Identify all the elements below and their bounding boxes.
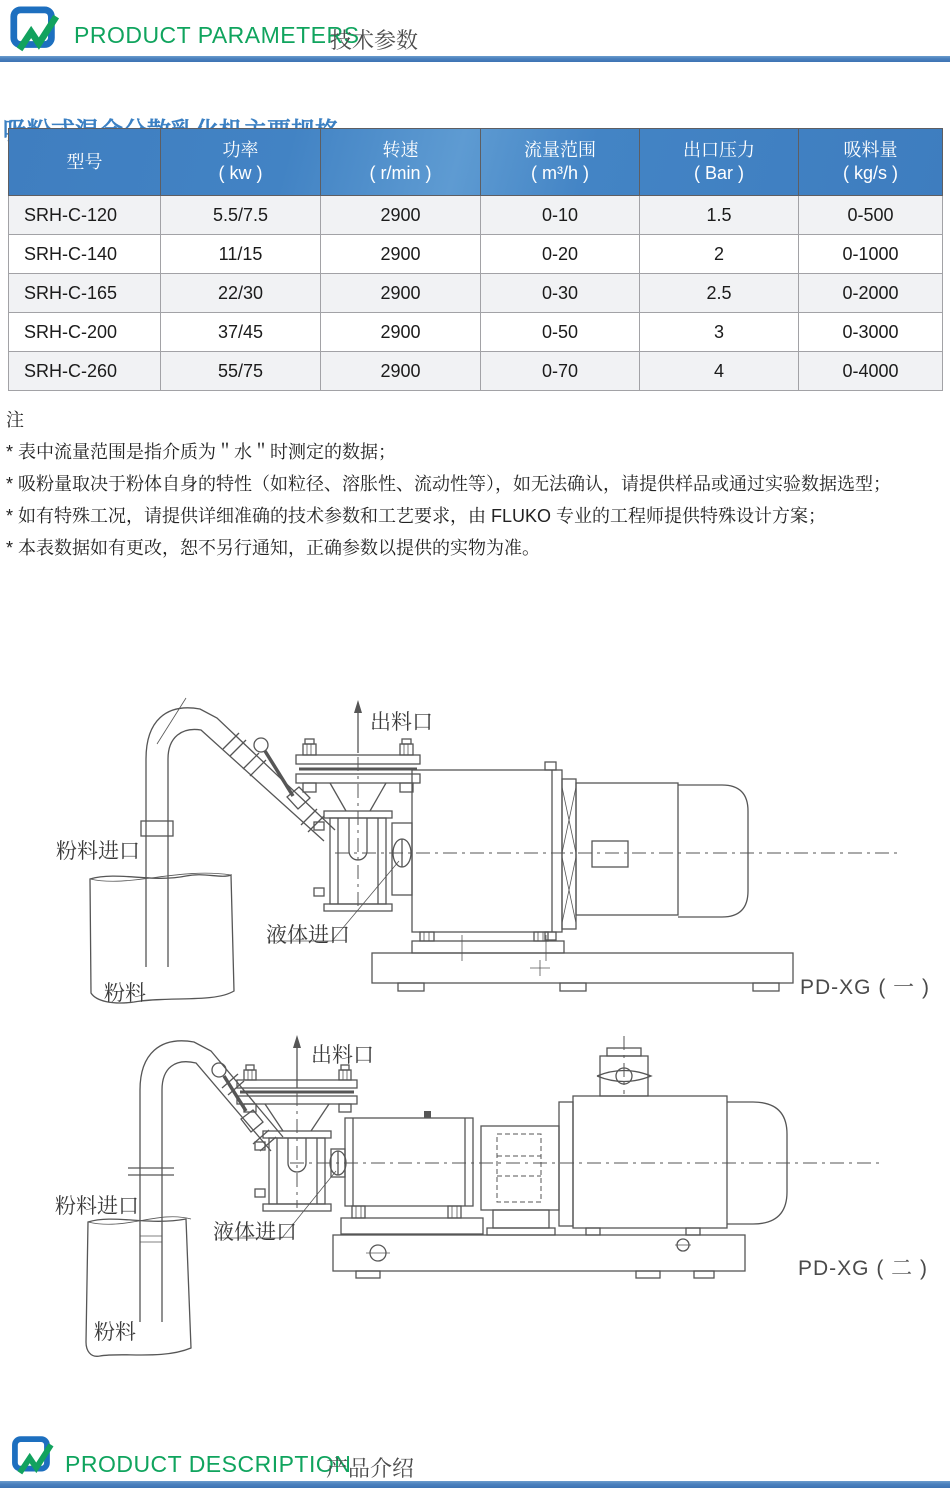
banner-title-zh: 技术参数 — [330, 28, 419, 53]
value-cell: 0-1000 — [799, 235, 943, 274]
model-cell: SRH-C-260 — [9, 352, 161, 391]
value-cell: 3 — [640, 313, 799, 352]
value-cell: 0-4000 — [799, 352, 943, 391]
notes — [6, 405, 944, 563]
liquid-inlet-label: 液体进口 — [213, 1221, 297, 1244]
fluko-logo-icon — [10, 1435, 56, 1481]
value-cell: 0-500 — [799, 196, 943, 235]
spec-table-head — [9, 129, 943, 196]
value-cell: 2 — [640, 235, 799, 274]
value-cell: 2900 — [321, 313, 481, 352]
banner-title-en: PRODUCT PARAMETERS — [74, 22, 360, 48]
column-header: 吸料量 ( kg/s ) — [799, 129, 943, 196]
pump-line-drawing-2 — [0, 1030, 950, 1390]
powder-label: 粉料 — [104, 982, 146, 1005]
section-title: 吸粉式混合分散乳化机主要规格 — [3, 117, 339, 145]
value-cell: 2900 — [321, 274, 481, 313]
value-cell: 0-50 — [481, 313, 640, 352]
fluko-logo-icon — [8, 5, 62, 59]
value-cell: 2.5 — [640, 274, 799, 313]
notes-label: 注 — [6, 410, 24, 430]
spec-table — [8, 128, 943, 391]
valve-handle-icon — [254, 738, 268, 752]
table-row — [9, 274, 943, 313]
powder-inlet-label: 粉料进口 — [55, 1195, 139, 1218]
column-header: 功率 ( kw ) — [161, 129, 321, 196]
diagram-caption: PD-XG ( 二 ) — [798, 1257, 928, 1280]
value-cell: 1.5 — [640, 196, 799, 235]
table-row — [9, 352, 943, 391]
value-cell: 0-30 — [481, 274, 640, 313]
spec-table-body — [9, 196, 943, 391]
note-item: * 如有特殊工况，请提供详细准确的技术参数和工艺要求，由 FLUKO 专业的工程师提供特殊设计方案； — [6, 506, 827, 526]
table-row — [9, 313, 943, 352]
valve-handle-icon — [212, 1063, 226, 1077]
value-cell: 22/30 — [161, 274, 321, 313]
banner-title-zh: 产品介绍 — [326, 1456, 415, 1481]
value-cell: 37/45 — [161, 313, 321, 352]
value-cell: 2900 — [321, 196, 481, 235]
column-header: 转速 ( r/min ) — [321, 129, 481, 196]
pump-line-drawing-1 — [0, 695, 950, 1015]
diagram-caption: PD-XG ( 一 ) — [800, 976, 930, 999]
model-cell: SRH-C-120 — [9, 196, 161, 235]
value-cell: 0-70 — [481, 352, 640, 391]
value-cell: 4 — [640, 352, 799, 391]
value-cell: 2900 — [321, 235, 481, 274]
column-header: 型号 — [9, 129, 161, 196]
note-item: * 表中流量范围是指介质为＂水＂时测定的数据； — [6, 442, 397, 462]
value-cell: 0-2000 — [799, 274, 943, 313]
bottom-banner — [0, 1428, 950, 1488]
value-cell: 0-3000 — [799, 313, 943, 352]
table-row — [9, 235, 943, 274]
spec-table-header-row — [9, 129, 943, 196]
model-cell: SRH-C-140 — [9, 235, 161, 274]
table-row — [9, 196, 943, 235]
outlet-label: 出料口 — [311, 1044, 374, 1067]
diagram-pd-xg-1 — [0, 695, 950, 1015]
column-header: 流量范围 ( m³/h ) — [481, 129, 640, 196]
value-cell: 2900 — [321, 352, 481, 391]
banner-title-en: PRODUCT DESCRIPTION — [65, 1451, 352, 1477]
value-cell: 55/75 — [161, 352, 321, 391]
powder-inlet-label: 粉料进口 — [56, 840, 140, 863]
value-cell: 0-10 — [481, 196, 640, 235]
note-item: * 吸粉量取决于粉体自身的特性（如粒径、溶胀性、流动性等），如无法确认，请提供样品或通过实验数据选型； — [6, 474, 892, 494]
top-banner — [0, 0, 950, 60]
liquid-inlet-label: 液体进口 — [266, 924, 350, 947]
note-item: * 本表数据如有更改，恕不另行通知，正确参数以提供的实物为准。 — [6, 538, 541, 558]
value-cell: 11/15 — [161, 235, 321, 274]
diagram-pd-xg-2 — [0, 1030, 950, 1390]
powder-label: 粉料 — [94, 1321, 136, 1344]
value-cell: 5.5/7.5 — [161, 196, 321, 235]
outlet-label: 出料口 — [370, 711, 433, 734]
top-rule — [0, 56, 950, 62]
model-cell: SRH-C-200 — [9, 313, 161, 352]
model-cell: SRH-C-165 — [9, 274, 161, 313]
bottom-rule — [0, 1481, 950, 1488]
column-header: 出口压力 ( Bar ) — [640, 129, 799, 196]
value-cell: 0-20 — [481, 235, 640, 274]
